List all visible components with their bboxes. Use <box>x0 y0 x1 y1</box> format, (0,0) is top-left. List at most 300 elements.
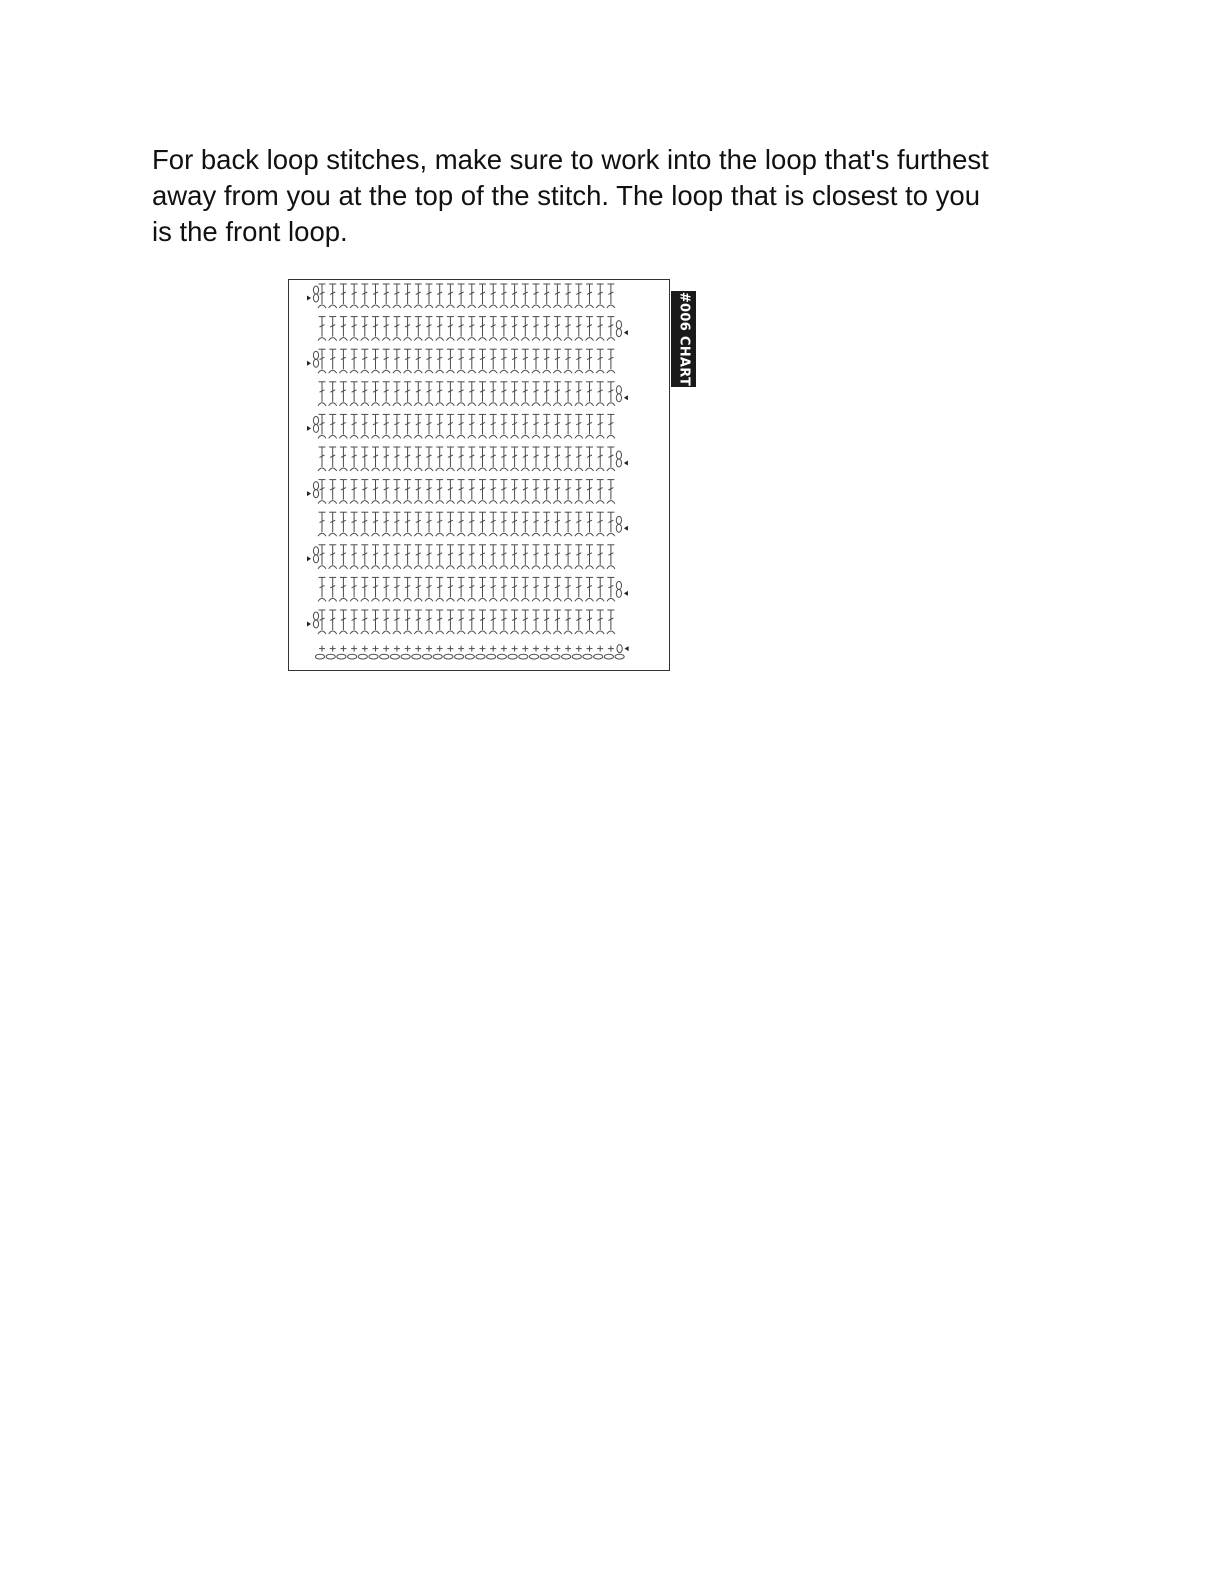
double-crochet-symbol <box>543 545 551 569</box>
double-crochet-symbol <box>339 545 347 569</box>
double-crochet-symbol <box>446 577 454 601</box>
double-crochet-symbol <box>457 610 465 634</box>
double-crochet-symbol <box>468 414 476 438</box>
double-crochet-symbol <box>404 284 412 308</box>
double-crochet-symbol <box>553 610 561 634</box>
double-crochet-symbol <box>564 382 572 406</box>
double-crochet-symbol <box>361 317 369 341</box>
double-crochet-symbol <box>382 610 390 634</box>
double-crochet-symbol <box>596 317 604 341</box>
double-crochet-symbol <box>329 284 337 308</box>
double-crochet-symbol <box>543 480 551 504</box>
double-crochet-symbol <box>553 317 561 341</box>
row-start-arrow <box>307 361 311 366</box>
double-crochet-symbol <box>543 284 551 308</box>
double-crochet-symbol <box>511 284 519 308</box>
double-crochet-symbol <box>543 382 551 406</box>
double-crochet-symbol <box>500 349 508 373</box>
single-crochet-symbol <box>447 646 453 652</box>
row-start-arrow <box>307 556 311 561</box>
double-crochet-symbol <box>607 610 615 634</box>
double-crochet-symbol <box>489 317 497 341</box>
double-crochet-symbol <box>607 349 615 373</box>
double-crochet-symbol <box>361 577 369 601</box>
double-crochet-symbol <box>479 414 487 438</box>
double-crochet-symbol <box>382 447 390 471</box>
double-crochet-symbol <box>382 284 390 308</box>
double-crochet-symbol <box>596 284 604 308</box>
double-crochet-symbol <box>404 349 412 373</box>
double-crochet-symbol <box>393 349 401 373</box>
double-crochet-symbol <box>425 577 433 601</box>
double-crochet-symbol <box>479 610 487 634</box>
row-start-arrow <box>624 526 628 531</box>
single-crochet-symbol <box>480 646 486 652</box>
double-crochet-symbol <box>607 382 615 406</box>
turning-chain <box>313 294 318 302</box>
double-crochet-symbol <box>372 284 380 308</box>
double-crochet-symbol <box>382 545 390 569</box>
double-crochet-symbol <box>596 610 604 634</box>
double-crochet-symbol <box>500 382 508 406</box>
turning-chain <box>616 524 621 532</box>
double-crochet-symbol <box>393 447 401 471</box>
double-crochet-symbol <box>382 577 390 601</box>
double-crochet-symbol <box>543 349 551 373</box>
double-crochet-symbol <box>489 414 497 438</box>
double-crochet-symbol <box>414 512 422 536</box>
double-crochet-symbol <box>607 545 615 569</box>
foundation-chain-stitch <box>594 654 603 659</box>
double-crochet-symbol <box>553 414 561 438</box>
turning-chain <box>616 321 621 329</box>
double-crochet-symbol <box>479 349 487 373</box>
double-crochet-symbol <box>532 447 540 471</box>
double-crochet-symbol <box>457 382 465 406</box>
double-crochet-symbol <box>564 610 572 634</box>
double-crochet-symbol <box>372 317 380 341</box>
double-crochet-symbol <box>414 545 422 569</box>
foundation-chain-stitch <box>562 654 571 659</box>
double-crochet-symbol <box>489 284 497 308</box>
single-crochet-symbol <box>340 646 346 652</box>
row-start-arrow <box>624 591 628 596</box>
foundation-chain-stitch <box>508 654 517 659</box>
foundation-chain-stitch <box>529 654 538 659</box>
double-crochet-symbol <box>500 545 508 569</box>
double-crochet-symbol <box>564 447 572 471</box>
double-crochet-symbol <box>318 447 326 471</box>
double-crochet-symbol <box>318 349 326 373</box>
double-crochet-symbol <box>350 284 358 308</box>
turning-chain <box>616 459 621 467</box>
stitch-chart <box>288 279 670 671</box>
double-crochet-symbol <box>543 577 551 601</box>
double-crochet-symbol <box>575 610 583 634</box>
double-crochet-symbol <box>318 284 326 308</box>
double-crochet-symbol <box>339 317 347 341</box>
single-crochet-symbol <box>373 646 379 652</box>
double-crochet-symbol <box>596 447 604 471</box>
double-crochet-symbol <box>457 545 465 569</box>
row-start-arrow <box>307 296 311 301</box>
double-crochet-symbol <box>521 414 529 438</box>
double-crochet-symbol <box>404 577 412 601</box>
double-crochet-symbol <box>586 382 594 406</box>
double-crochet-symbol <box>457 512 465 536</box>
double-crochet-symbol <box>393 480 401 504</box>
double-crochet-symbol <box>372 382 380 406</box>
double-crochet-symbol <box>350 610 358 634</box>
double-crochet-symbol <box>457 480 465 504</box>
double-crochet-symbol <box>446 610 454 634</box>
turning-chain <box>313 359 318 367</box>
foundation-chain-stitch <box>433 654 442 659</box>
double-crochet-symbol <box>350 317 358 341</box>
row-start-arrow <box>307 622 311 627</box>
foundation-chain-stitch <box>476 654 485 659</box>
double-crochet-symbol <box>329 349 337 373</box>
double-crochet-symbol <box>414 317 422 341</box>
foundation-chain-stitch <box>401 654 410 659</box>
double-crochet-symbol <box>404 382 412 406</box>
double-crochet-symbol <box>404 317 412 341</box>
double-crochet-symbol <box>607 512 615 536</box>
foundation-chain-stitch <box>604 654 613 659</box>
double-crochet-symbol <box>468 284 476 308</box>
double-crochet-symbol <box>575 545 583 569</box>
turning-chain <box>616 589 621 597</box>
turning-chain <box>616 581 621 589</box>
double-crochet-symbol <box>446 317 454 341</box>
double-crochet-symbol <box>425 545 433 569</box>
double-crochet-symbol <box>511 414 519 438</box>
double-crochet-symbol <box>393 414 401 438</box>
double-crochet-symbol <box>489 447 497 471</box>
turning-chain <box>616 516 621 524</box>
foundation-chain-stitch <box>315 654 324 659</box>
double-crochet-symbol <box>532 545 540 569</box>
double-crochet-symbol <box>436 382 444 406</box>
double-crochet-symbol <box>372 349 380 373</box>
double-crochet-symbol <box>575 447 583 471</box>
double-crochet-symbol <box>532 349 540 373</box>
double-crochet-symbol <box>318 545 326 569</box>
double-crochet-symbol <box>318 577 326 601</box>
double-crochet-symbol <box>521 480 529 504</box>
double-crochet-symbol <box>404 610 412 634</box>
double-crochet-symbol <box>500 317 508 341</box>
turning-chain <box>617 645 622 653</box>
double-crochet-symbol <box>329 414 337 438</box>
double-crochet-symbol <box>468 545 476 569</box>
foundation-chain-stitch <box>369 654 378 659</box>
double-crochet-symbol <box>564 349 572 373</box>
double-crochet-symbol <box>479 480 487 504</box>
double-crochet-symbol <box>350 382 358 406</box>
foundation-chain-stitch <box>519 654 528 659</box>
foundation-chain-stitch <box>422 654 431 659</box>
turning-chain <box>313 286 318 294</box>
double-crochet-symbol <box>543 414 551 438</box>
double-crochet-symbol <box>436 447 444 471</box>
double-crochet-symbol <box>500 414 508 438</box>
double-crochet-symbol <box>425 414 433 438</box>
double-crochet-symbol <box>436 317 444 341</box>
double-crochet-symbol <box>532 577 540 601</box>
double-crochet-symbol <box>607 577 615 601</box>
double-crochet-symbol <box>500 284 508 308</box>
double-crochet-symbol <box>586 284 594 308</box>
foundation-chain-stitch <box>615 654 624 659</box>
single-crochet-symbol <box>405 646 411 652</box>
double-crochet-symbol <box>553 284 561 308</box>
double-crochet-symbol <box>350 447 358 471</box>
double-crochet-symbol <box>586 610 594 634</box>
double-crochet-symbol <box>511 480 519 504</box>
double-crochet-symbol <box>500 577 508 601</box>
double-crochet-symbol <box>511 349 519 373</box>
double-crochet-symbol <box>575 512 583 536</box>
double-crochet-symbol <box>586 545 594 569</box>
double-crochet-symbol <box>393 577 401 601</box>
double-crochet-symbol <box>521 349 529 373</box>
foundation-chain-stitch <box>444 654 453 659</box>
single-crochet-symbol <box>426 646 432 652</box>
double-crochet-symbol <box>521 447 529 471</box>
double-crochet-symbol <box>607 317 615 341</box>
single-crochet-symbol <box>437 646 443 652</box>
turning-chain <box>313 620 318 628</box>
stitch-chart-diagram <box>289 280 669 670</box>
double-crochet-symbol <box>553 349 561 373</box>
double-crochet-symbol <box>586 317 594 341</box>
double-crochet-symbol <box>425 382 433 406</box>
double-crochet-symbol <box>436 610 444 634</box>
double-crochet-symbol <box>425 317 433 341</box>
double-crochet-symbol <box>564 317 572 341</box>
turning-chain <box>616 451 621 459</box>
double-crochet-symbol <box>414 414 422 438</box>
double-crochet-symbol <box>489 610 497 634</box>
single-crochet-symbol <box>587 646 593 652</box>
single-crochet-symbol <box>319 646 325 652</box>
double-crochet-symbol <box>532 610 540 634</box>
double-crochet-symbol <box>511 447 519 471</box>
double-crochet-symbol <box>586 480 594 504</box>
single-crochet-symbol <box>576 646 582 652</box>
row-start-arrow <box>624 330 628 335</box>
double-crochet-symbol <box>446 512 454 536</box>
double-crochet-symbol <box>575 317 583 341</box>
double-crochet-symbol <box>414 382 422 406</box>
double-crochet-symbol <box>382 414 390 438</box>
double-crochet-symbol <box>361 610 369 634</box>
double-crochet-symbol <box>361 382 369 406</box>
foundation-chain-stitch <box>337 654 346 659</box>
double-crochet-symbol <box>425 349 433 373</box>
double-crochet-symbol <box>436 512 444 536</box>
double-crochet-symbol <box>350 480 358 504</box>
double-crochet-symbol <box>521 382 529 406</box>
row-start-arrow <box>624 461 628 466</box>
double-crochet-symbol <box>329 480 337 504</box>
double-crochet-symbol <box>372 545 380 569</box>
double-crochet-symbol <box>457 414 465 438</box>
double-crochet-symbol <box>436 545 444 569</box>
single-crochet-symbol <box>458 646 464 652</box>
double-crochet-symbol <box>479 382 487 406</box>
turning-chain <box>313 490 318 498</box>
double-crochet-symbol <box>532 317 540 341</box>
double-crochet-symbol <box>586 414 594 438</box>
double-crochet-symbol <box>468 317 476 341</box>
turning-chain <box>313 482 318 490</box>
double-crochet-symbol <box>596 480 604 504</box>
double-crochet-symbol <box>586 349 594 373</box>
double-crochet-symbol <box>318 317 326 341</box>
foundation-chain-stitch <box>497 654 506 659</box>
double-crochet-symbol <box>393 382 401 406</box>
turning-chain <box>616 386 621 394</box>
double-crochet-symbol <box>532 512 540 536</box>
double-crochet-symbol <box>479 512 487 536</box>
double-crochet-symbol <box>393 284 401 308</box>
double-crochet-symbol <box>511 512 519 536</box>
double-crochet-symbol <box>479 577 487 601</box>
double-crochet-symbol <box>414 610 422 634</box>
double-crochet-symbol <box>564 284 572 308</box>
double-crochet-symbol <box>553 382 561 406</box>
double-crochet-symbol <box>436 284 444 308</box>
double-crochet-symbol <box>425 447 433 471</box>
double-crochet-symbol <box>532 480 540 504</box>
foundation-chain-stitch <box>465 654 474 659</box>
double-crochet-symbol <box>586 447 594 471</box>
double-crochet-symbol <box>468 480 476 504</box>
double-crochet-symbol <box>414 447 422 471</box>
double-crochet-symbol <box>479 545 487 569</box>
foundation-chain-stitch <box>455 654 464 659</box>
double-crochet-symbol <box>489 349 497 373</box>
double-crochet-symbol <box>586 512 594 536</box>
foundation-chain-stitch <box>540 654 549 659</box>
chart-tab-label: #006 CHART <box>676 291 691 387</box>
double-crochet-symbol <box>543 447 551 471</box>
double-crochet-symbol <box>329 512 337 536</box>
double-crochet-symbol <box>318 512 326 536</box>
double-crochet-symbol <box>489 545 497 569</box>
double-crochet-symbol <box>446 349 454 373</box>
chart-tab <box>671 291 696 387</box>
double-crochet-symbol <box>446 382 454 406</box>
double-crochet-symbol <box>457 284 465 308</box>
double-crochet-symbol <box>511 545 519 569</box>
double-crochet-symbol <box>414 284 422 308</box>
double-crochet-symbol <box>564 577 572 601</box>
double-crochet-symbol <box>436 480 444 504</box>
single-crochet-symbol <box>415 646 421 652</box>
double-crochet-symbol <box>521 284 529 308</box>
single-crochet-symbol <box>554 646 560 652</box>
double-crochet-symbol <box>553 480 561 504</box>
double-crochet-symbol <box>596 577 604 601</box>
double-crochet-symbol <box>425 480 433 504</box>
row-start-arrow <box>625 646 629 651</box>
double-crochet-symbol <box>393 545 401 569</box>
double-crochet-symbol <box>361 447 369 471</box>
turning-chain <box>313 351 318 359</box>
double-crochet-symbol <box>532 414 540 438</box>
single-crochet-symbol <box>362 646 368 652</box>
double-crochet-symbol <box>511 317 519 341</box>
double-crochet-symbol <box>543 317 551 341</box>
double-crochet-symbol <box>500 610 508 634</box>
double-crochet-symbol <box>404 480 412 504</box>
double-crochet-symbol <box>521 545 529 569</box>
double-crochet-symbol <box>339 382 347 406</box>
double-crochet-symbol <box>382 382 390 406</box>
single-crochet-symbol <box>490 646 496 652</box>
foundation-chain-stitch <box>572 654 581 659</box>
foundation-chain-stitch <box>551 654 560 659</box>
double-crochet-symbol <box>350 414 358 438</box>
double-crochet-symbol <box>318 480 326 504</box>
double-crochet-symbol <box>511 610 519 634</box>
double-crochet-symbol <box>553 447 561 471</box>
double-crochet-symbol <box>586 577 594 601</box>
double-crochet-symbol <box>479 317 487 341</box>
double-crochet-symbol <box>329 545 337 569</box>
double-crochet-symbol <box>457 447 465 471</box>
double-crochet-symbol <box>350 545 358 569</box>
double-crochet-symbol <box>339 447 347 471</box>
double-crochet-symbol <box>457 349 465 373</box>
double-crochet-symbol <box>372 577 380 601</box>
double-crochet-symbol <box>521 317 529 341</box>
double-crochet-symbol <box>414 349 422 373</box>
foundation-chain-stitch <box>380 654 389 659</box>
double-crochet-symbol <box>318 414 326 438</box>
double-crochet-symbol <box>414 577 422 601</box>
double-crochet-symbol <box>489 512 497 536</box>
double-crochet-symbol <box>553 545 561 569</box>
foundation-chain-stitch <box>412 654 421 659</box>
turning-chain <box>313 612 318 620</box>
double-crochet-symbol <box>372 480 380 504</box>
foundation-chain-stitch <box>358 654 367 659</box>
double-crochet-symbol <box>318 382 326 406</box>
double-crochet-symbol <box>596 382 604 406</box>
double-crochet-symbol <box>521 512 529 536</box>
turning-chain <box>313 547 318 555</box>
double-crochet-symbol <box>425 610 433 634</box>
double-crochet-symbol <box>361 545 369 569</box>
double-crochet-symbol <box>339 414 347 438</box>
double-crochet-symbol <box>393 512 401 536</box>
double-crochet-symbol <box>318 610 326 634</box>
double-crochet-symbol <box>468 447 476 471</box>
turning-chain <box>313 555 318 563</box>
double-crochet-symbol <box>372 512 380 536</box>
double-crochet-symbol <box>382 480 390 504</box>
foundation-chain-stitch <box>390 654 399 659</box>
instruction-paragraph: For back loop stitches, make sure to work into the loop that's furthest away from you at the top of the stitch. The loop that is closest to you is the front loop. <box>152 144 989 247</box>
double-crochet-symbol <box>457 577 465 601</box>
double-crochet-symbol <box>361 512 369 536</box>
double-crochet-symbol <box>404 545 412 569</box>
single-crochet-symbol <box>522 646 528 652</box>
